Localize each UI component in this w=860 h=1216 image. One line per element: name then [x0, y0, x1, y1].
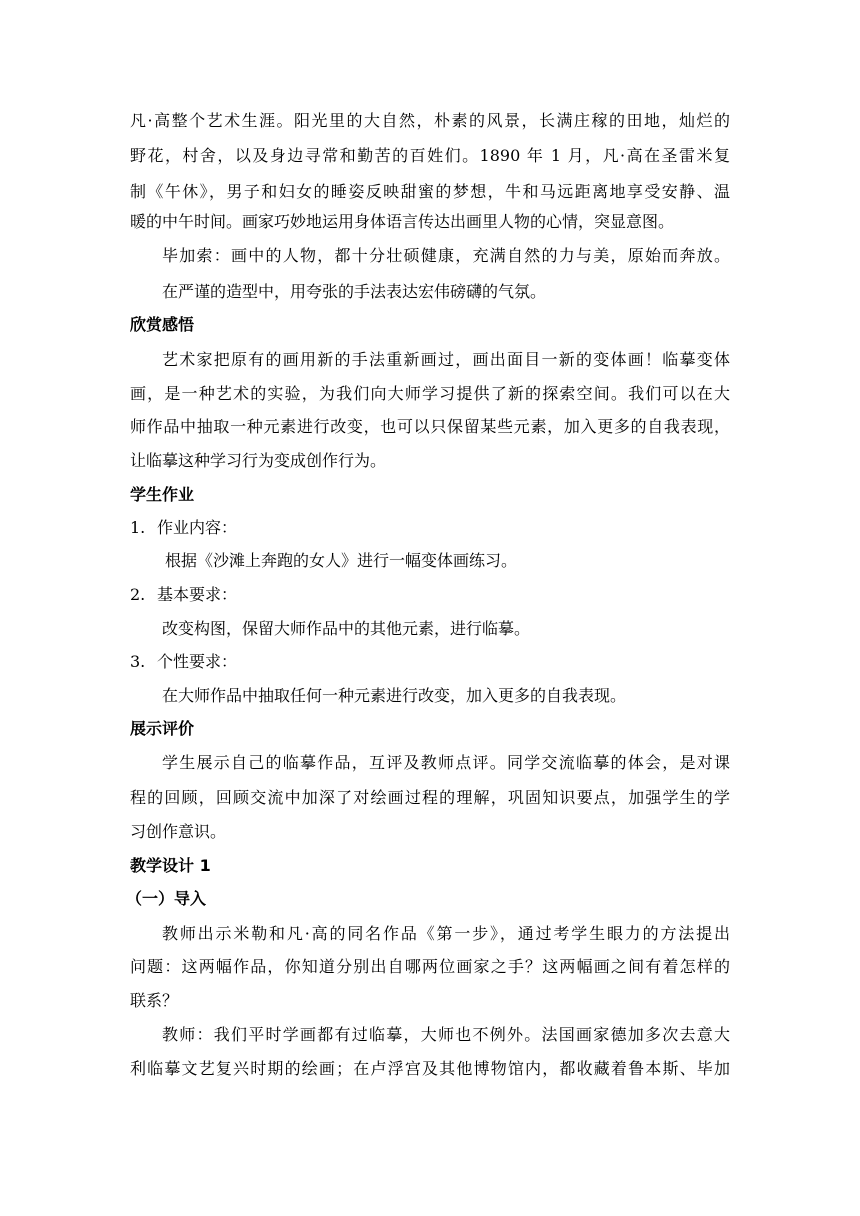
homework-item-1-label: 作业内容：	[157, 518, 238, 537]
picasso-line-2: 在严谨的造型中，用夸张的手法表达宏伟磅礴的气氛。	[162, 282, 547, 301]
homework-heading: 学生作业	[130, 485, 195, 504]
design-subheading: （一）导入	[126, 889, 207, 908]
homework-item-1-number: 1.	[130, 518, 146, 537]
picasso-line-1: 毕加索：画中的人物，都十分壮硕健康，充满自然的力与美，原始而奔放。	[162, 246, 730, 265]
homework-item-2-number: 2.	[130, 585, 146, 604]
design-para2-line-2: 利临摹文艺复兴时期的绘画；在卢浮宫及其他博物馆内，都收藏着鲁本斯、毕加	[130, 1059, 730, 1078]
homework-item-1-detail: 根据《沙滩上奔跑的女人》进行一幅变体画练习。	[165, 551, 518, 570]
homework-item-3-label: 个性要求：	[157, 652, 238, 671]
design-para1-line-1: 教师出示米勒和凡·高的同名作品《第一步》，通过考学生眼力的方法提出	[162, 924, 730, 943]
appreciation-line-4: 让临摹这种学习行为变成创作行为。	[130, 451, 387, 470]
appreciation-heading: 欣赏感悟	[130, 315, 195, 334]
design-heading: 教学设计 1	[130, 856, 211, 875]
intro-line-1: 凡·高整个艺术生涯。阳光里的大自然，朴素的风景，长满庄稼的田地，灿烂的	[130, 111, 730, 130]
homework-item-2-detail: 改变构图，保留大师作品中的其他元素，进行临摹。	[162, 619, 531, 638]
display-heading: 展示评价	[130, 719, 195, 738]
intro-line-4: 暖的中午时间。画家巧妙地运用身体语言传达出画里人物的心情，突显意图。	[130, 212, 675, 231]
appreciation-line-1: 艺术家把原有的画用新的手法重新画过，画出面目一新的变体画！临摹变体	[162, 350, 730, 369]
intro-line-2: 野花，村舍，以及身边寻常和勤苦的百姓们。1890 年 1 月，凡·高在圣雷米复	[130, 146, 730, 165]
display-line-3: 习创作意识。	[130, 822, 227, 841]
appreciation-line-3: 师作品中抽取一种元素进行改变，也可以只保留某些元素，加入更多的自我表现，	[130, 417, 730, 436]
appreciation-line-2: 画，是一种艺术的实验，为我们向大师学习提供了新的探索空间。我们可以在大	[130, 384, 730, 403]
homework-item-2-label: 基本要求：	[157, 585, 238, 604]
design-para1-line-2: 问题：这两幅作品，你知道分别出自哪两位画家之手？这两幅画之间有着怎样的	[130, 957, 730, 976]
design-para2-line-1: 教师：我们平时学画都有过临摹，大师也不例外。法国画家德加多次去意大	[162, 1025, 730, 1044]
design-para1-line-3: 联系？	[130, 991, 179, 1010]
homework-item-3-number: 3.	[130, 652, 146, 671]
display-line-1: 学生展示自己的临摹作品，互评及教师点评。同学交流临摹的体会，是对课	[162, 753, 730, 772]
intro-line-3: 制《午休》，男子和妇女的睡姿反映甜蜜的梦想，牛和马远距离地享受安静、温	[130, 182, 730, 201]
display-line-2: 程的回顾，回顾交流中加深了对绘画过程的理解，巩固知识要点，加强学生的学	[130, 788, 730, 807]
homework-item-3-detail: 在大师作品中抽取任何一种元素进行改变，加入更多的自我表现。	[162, 686, 627, 705]
